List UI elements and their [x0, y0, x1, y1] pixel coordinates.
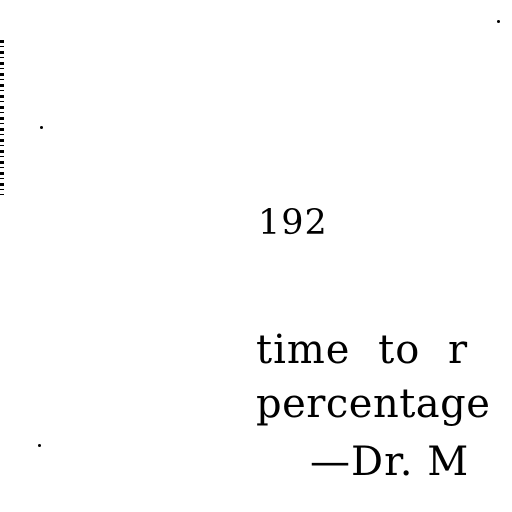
scan-speck [497, 20, 500, 23]
scan-speck [40, 126, 43, 129]
body-text-line-2: percentage [256, 381, 491, 427]
scan-speck [38, 444, 41, 447]
binding-edge-marks [0, 40, 4, 195]
body-text-line-1: time to r [256, 327, 469, 373]
page-number: 192 [258, 203, 328, 243]
attribution-line: —Dr. M [310, 439, 470, 485]
